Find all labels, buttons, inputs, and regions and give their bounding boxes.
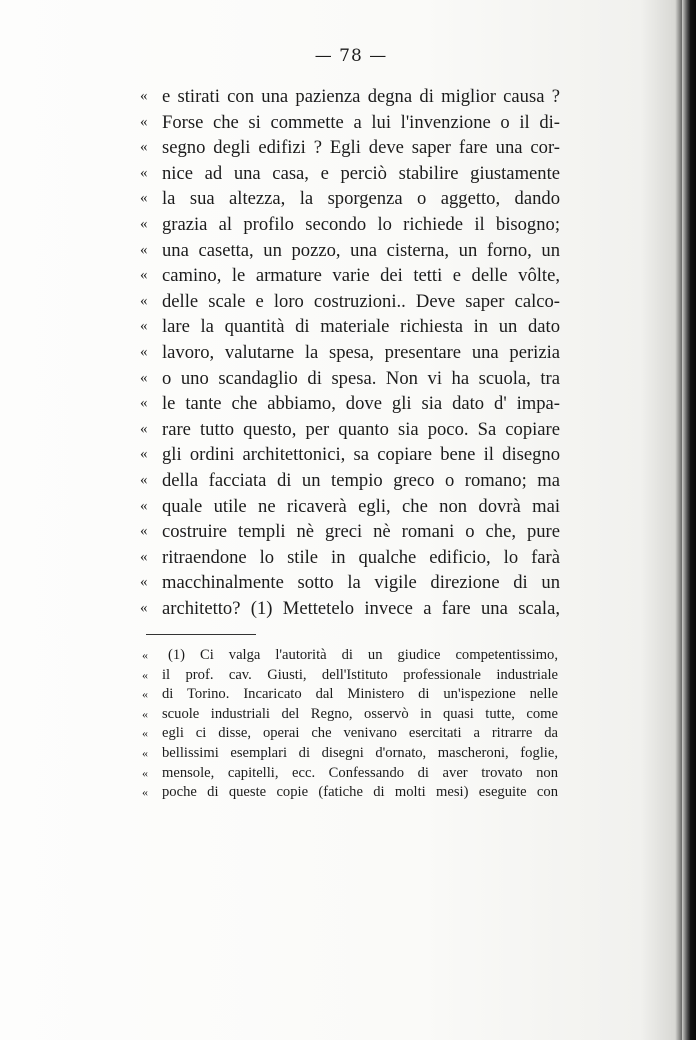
footnote-line xyxy=(142,783,558,803)
text-line xyxy=(140,135,560,161)
line-text: costruire templi nè greci nè romani o che, pure xyxy=(162,521,560,543)
quote-mark: « xyxy=(140,88,148,104)
footnote-text: mensole, capitelli, ecc. Confessando di aver trovato non xyxy=(162,764,558,781)
footnote-line xyxy=(142,744,558,764)
text-line xyxy=(140,110,560,136)
text-line xyxy=(140,417,560,443)
footnote-text: egli ci disse, operai che venivano esercitati a ritrarre da xyxy=(162,725,558,742)
footnote-text: il prof. cav. Giusti, dell'Istituto professionale industriale xyxy=(162,666,558,683)
text-line xyxy=(140,289,560,315)
quote-mark: « xyxy=(140,523,148,540)
footnote-line xyxy=(142,724,558,744)
quote-mark: « xyxy=(140,471,148,488)
line-text: la sua altezza, la sporgenza o aggetto, dando xyxy=(162,188,560,210)
footnote-text: (1) Ci valga l'autorità di un giudice competentissimo, xyxy=(168,647,558,663)
text-line xyxy=(140,314,560,340)
page-edge-shadow xyxy=(682,0,696,1040)
text-line xyxy=(140,545,560,571)
line-text: delle scale e loro costruzioni.. Deve saper calco- xyxy=(162,290,560,312)
quote-mark: « xyxy=(140,292,148,309)
text-line xyxy=(140,263,560,289)
line-text: gli ordini architettonici, sa copiare bene il disegno xyxy=(162,444,560,466)
quote-mark: « xyxy=(140,497,148,514)
quote-mark: « xyxy=(140,548,148,565)
line-text: e stirati con una pazienza degna di miglior causa ? xyxy=(162,86,560,107)
line-text: una casetta, un pozzo, una cisterna, un forno, un xyxy=(162,239,560,261)
quote-mark: « xyxy=(140,343,148,360)
line-text: quale utile ne ricaverà egli, che non dovrà mai xyxy=(162,495,560,517)
line-text: grazia al profilo secondo lo richiede il bisogno; xyxy=(162,213,560,235)
body-text xyxy=(140,84,560,621)
footnote-text: di Torino. Incaricato dal Ministero di un'ispezione nelle xyxy=(162,686,558,703)
quote-mark: « xyxy=(140,446,148,463)
line-text: della facciata di un tempio greco o romano; ma xyxy=(162,469,560,491)
line-text: macchinalmente sotto la vigile direzione di un xyxy=(162,572,560,594)
quote-mark: « xyxy=(140,190,148,207)
line-text: rare tutto questo, per quanto sia poco. Sa copiare xyxy=(162,418,560,440)
quote-mark: « xyxy=(140,164,148,181)
text-line xyxy=(140,366,560,392)
footnote-line xyxy=(142,764,558,784)
quote-mark: « xyxy=(140,369,148,386)
line-text: camino, le armature varie dei tetti e delle vôlte, xyxy=(162,265,560,287)
quote-mark: « xyxy=(142,706,148,721)
footnote-line xyxy=(142,646,558,666)
footnote xyxy=(142,646,558,803)
footnote-text: scuole industriali del Regno, osservò in quasi tutte, come xyxy=(162,705,558,722)
text-line xyxy=(140,519,560,545)
text-line xyxy=(140,391,560,417)
quote-mark: « xyxy=(142,745,148,760)
quote-mark: « xyxy=(140,113,148,130)
text-line xyxy=(140,596,560,622)
line-text: nice ad una casa, e perciò stabilire giustamente xyxy=(162,162,560,184)
quote-mark: « xyxy=(142,667,148,682)
text-line xyxy=(140,161,560,187)
footnote-line xyxy=(142,666,558,686)
text-line xyxy=(140,442,560,468)
line-text: lavoro, valutarne la spesa, presentare una perizia xyxy=(162,341,560,363)
quote-mark: « xyxy=(142,765,148,780)
text-line xyxy=(140,340,560,366)
text-line xyxy=(140,212,560,238)
footnote-divider xyxy=(146,634,256,635)
line-text: ritraendone lo stile in qualche edificio, lo farà xyxy=(162,546,560,568)
quote-mark: « xyxy=(140,574,148,591)
quote-mark: « xyxy=(140,420,148,437)
quote-mark: « xyxy=(140,241,148,258)
line-text: o uno scandaglio di spesa. Non vi ha scuola, tra xyxy=(162,367,560,389)
text-line xyxy=(140,238,560,264)
text-line xyxy=(140,186,560,212)
quote-mark: « xyxy=(140,395,148,412)
line-text: Forse che si commette a lui l'invenzione o il di- xyxy=(162,111,560,133)
footnote-text: bellissimi esemplari di disegni d'ornato, mascheroni, foglie, xyxy=(162,744,558,761)
quote-mark: « xyxy=(142,687,148,702)
text-line xyxy=(140,494,560,520)
page-number: — 78 — xyxy=(314,46,388,66)
quote-mark: « xyxy=(142,648,148,662)
text-line xyxy=(140,468,560,494)
quote-mark: « xyxy=(140,318,148,335)
line-text: lare la quantità di materiale richiesta in un dato xyxy=(162,316,560,338)
quote-mark: « xyxy=(140,599,148,616)
quote-mark: « xyxy=(140,215,148,232)
footnote-text: poche di queste copie (fatiche di molti mesi) eseguite con xyxy=(162,784,558,801)
quote-mark: « xyxy=(140,139,148,156)
footnote-line xyxy=(142,685,558,705)
line-text: architetto? (1) Mettetelo invece a fare una scala, xyxy=(162,597,560,619)
footnote-line xyxy=(142,705,558,725)
line-text: le tante che abbiamo, dove gli sia dato d' impa- xyxy=(162,393,560,415)
quote-mark: « xyxy=(140,267,148,284)
quote-mark: « xyxy=(142,726,148,741)
text-line xyxy=(140,570,560,596)
line-text: segno degli edifizi ? Egli deve saper fare una cor- xyxy=(162,137,560,159)
text-line xyxy=(140,84,560,110)
quote-mark: « xyxy=(142,785,148,800)
